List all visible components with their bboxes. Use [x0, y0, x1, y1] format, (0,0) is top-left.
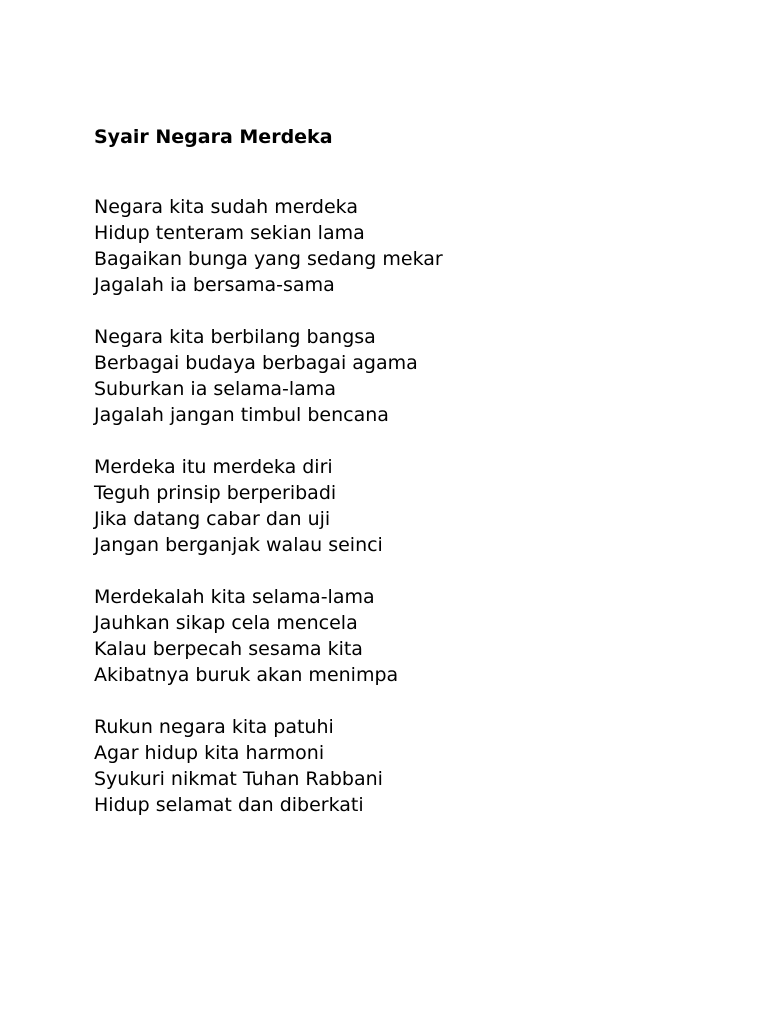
poem-line: Teguh prinsip berperibadi — [94, 482, 337, 504]
poem-title: Syair Negara Merdeka — [94, 126, 333, 148]
poem-line: Hidup selamat dan diberkati — [94, 794, 364, 816]
poem-line: Akibatnya buruk akan menimpa — [94, 664, 399, 686]
poem-line: Bagaikan bunga yang sedang mekar — [94, 248, 443, 270]
poem-line: Negara kita sudah merdeka — [94, 196, 358, 218]
stanza-2 — [94, 324, 443, 428]
poem-body — [94, 194, 443, 844]
poem-line: Hidup tenteram sekian lama — [94, 222, 365, 244]
poem-line: Syukuri nikmat Tuhan Rabbani — [94, 768, 383, 790]
poem-line: Jika datang cabar dan uji — [94, 508, 331, 530]
poem-line: Rukun negara kita patuhi — [94, 716, 334, 738]
poem-line: Suburkan ia selama-lama — [94, 378, 336, 400]
stanza-1 — [94, 194, 443, 298]
poem-line: Kalau berpecah sesama kita — [94, 638, 363, 660]
poem-line: Negara kita berbilang bangsa — [94, 326, 376, 348]
poem-line: Jagalah jangan timbul bencana — [94, 404, 389, 426]
poem-line: Merdekalah kita selama-lama — [94, 586, 375, 608]
stanza-5 — [94, 714, 443, 818]
poem-line: Jagalah ia bersama-sama — [94, 274, 335, 296]
stanza-3 — [94, 454, 443, 558]
poem-line: Berbagai budaya berbagai agama — [94, 352, 418, 374]
poem-line: Merdeka itu merdeka diri — [94, 456, 333, 478]
stanza-4 — [94, 584, 443, 688]
poem-line: Jauhkan sikap cela mencela — [94, 612, 358, 634]
poem-line: Jangan berganjak walau seinci — [94, 534, 383, 556]
poem-line: Agar hidup kita harmoni — [94, 742, 325, 764]
